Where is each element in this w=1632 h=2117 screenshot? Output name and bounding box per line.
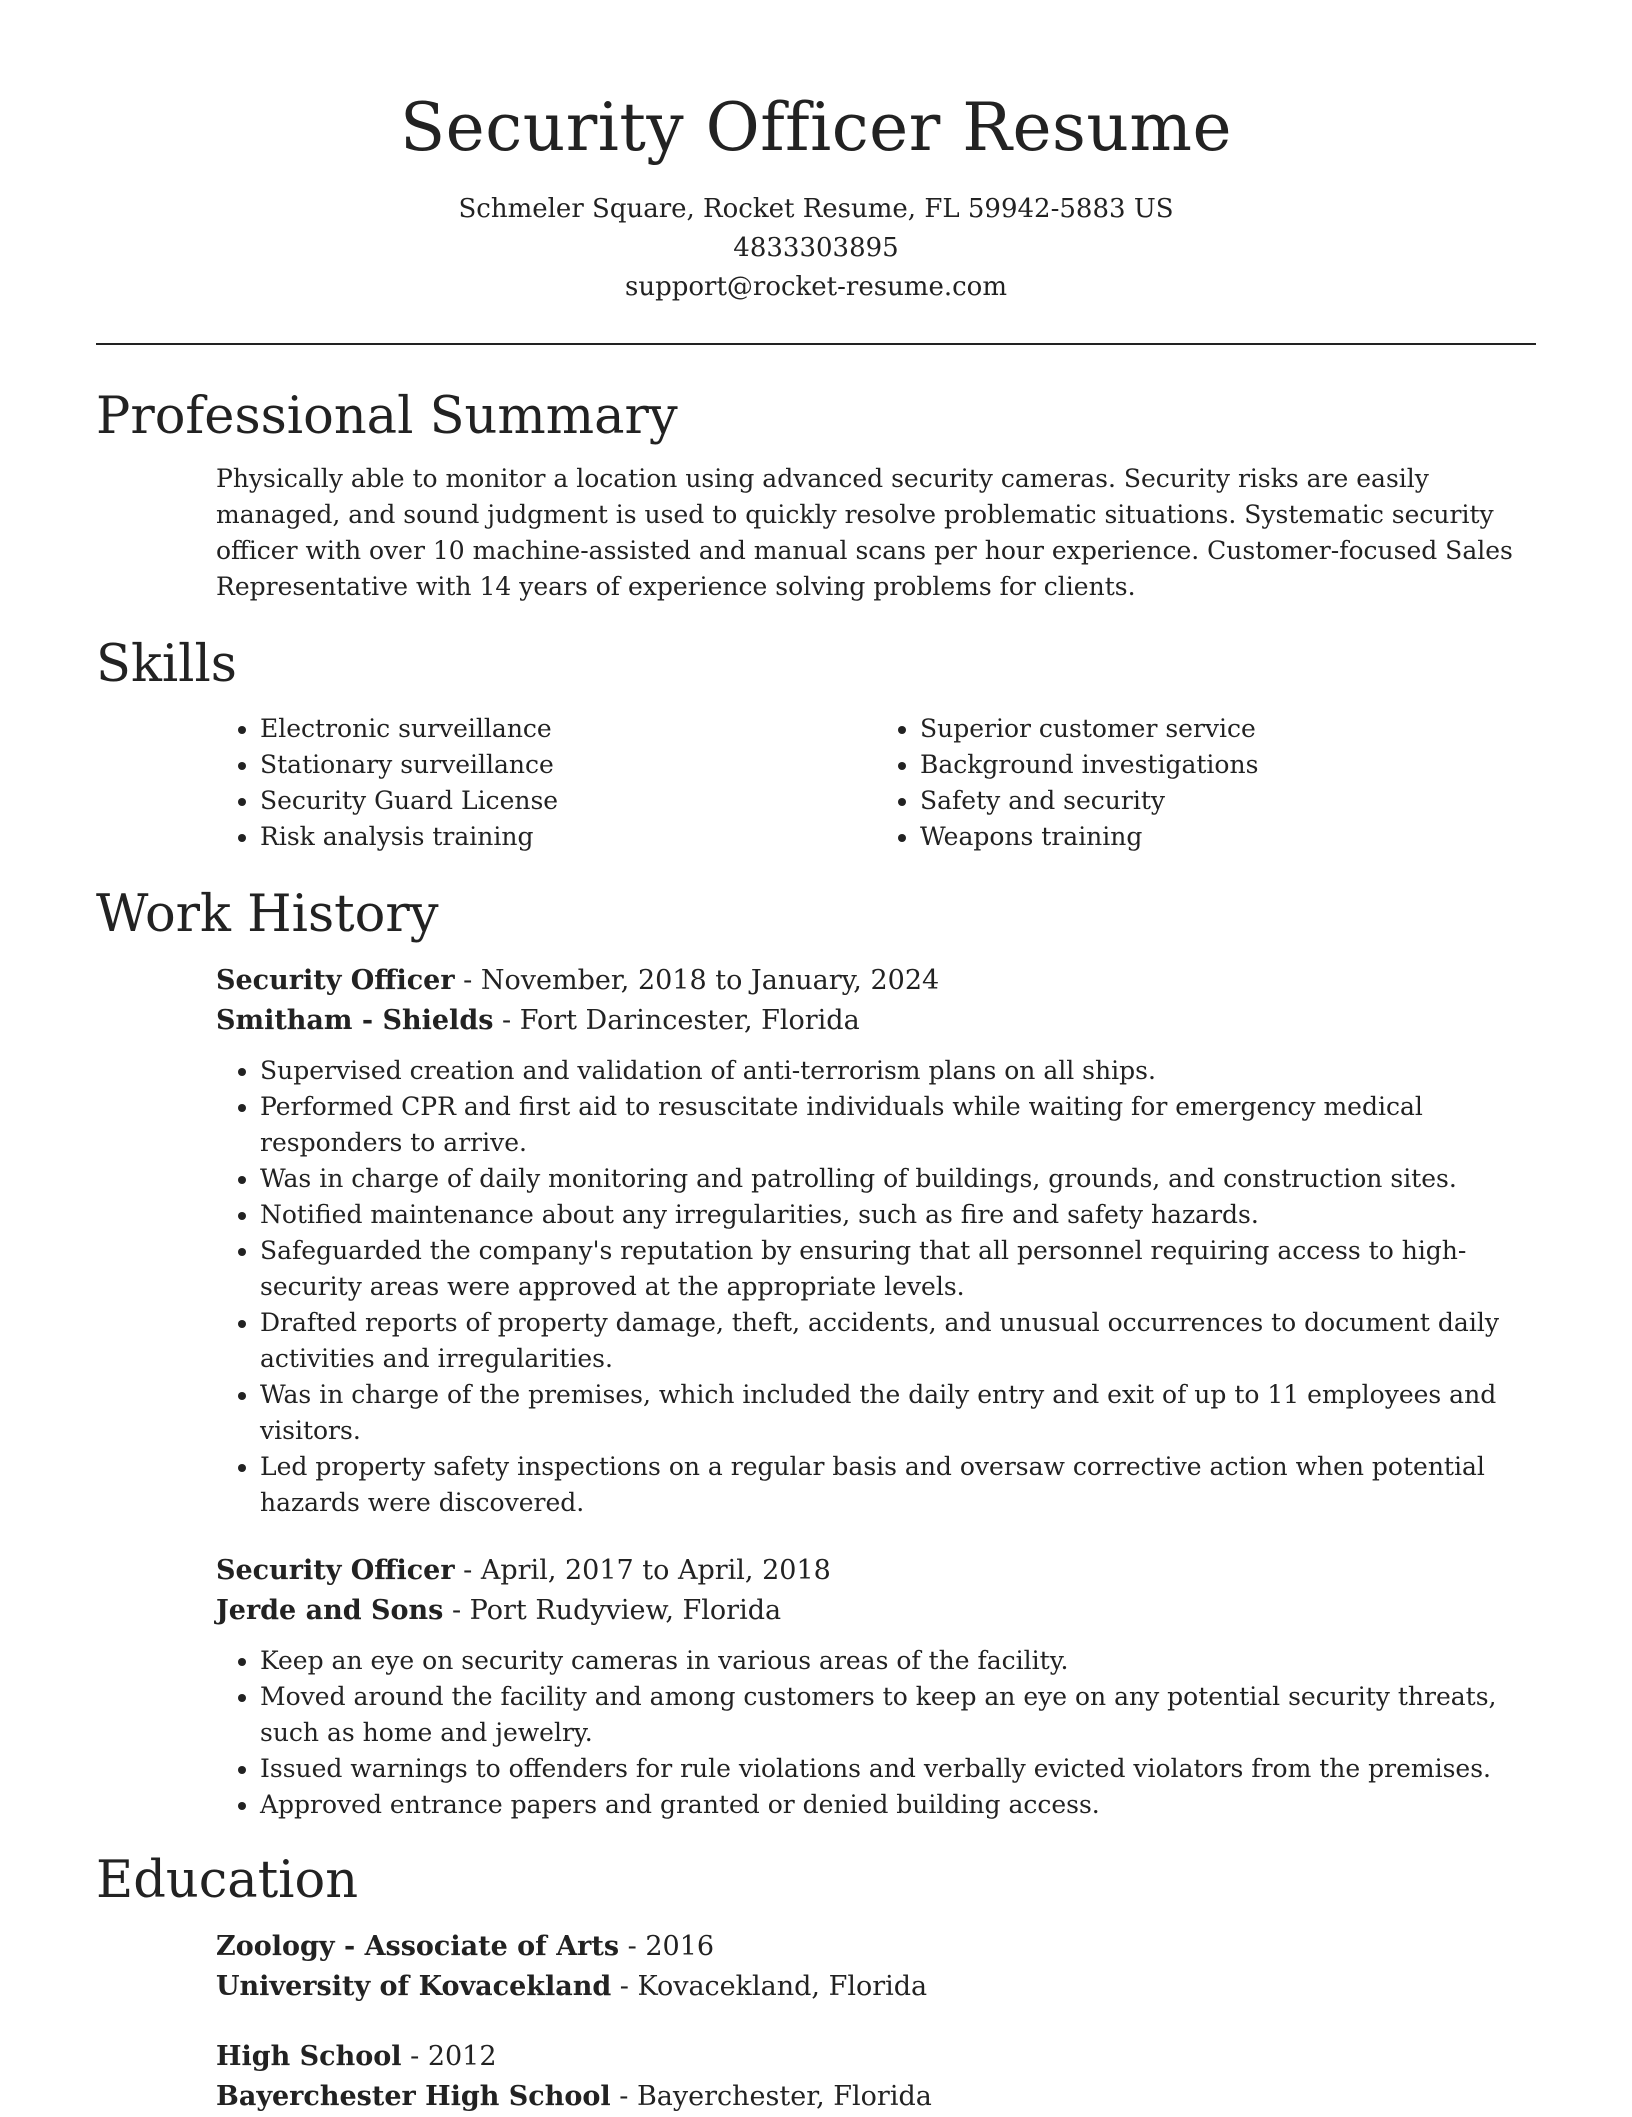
skills-list-right xyxy=(876,711,1536,855)
resume-title: Security Officer Resume xyxy=(399,89,1233,166)
summary-section xyxy=(96,385,1536,605)
education-year: - 2012 xyxy=(401,2041,497,2072)
skill-item: • Security Guard License xyxy=(260,783,876,819)
job-duty: • Performed CPR and first aid to resuscitate individuals while waiting for emergency medical responders to arrive. xyxy=(260,1089,1536,1161)
header-divider xyxy=(96,343,1536,345)
skills-grid xyxy=(216,711,1536,855)
skill-item: • Weapons training xyxy=(920,819,1536,855)
resume-header xyxy=(96,0,1536,307)
job-duty: • Approved entrance papers and granted or denied building access. xyxy=(260,1787,1536,1823)
job-duty: • Moved around the facility and among customers to keep an eye on any potential security threats, such as home and jewelry. xyxy=(260,1679,1536,1751)
job-duties-list xyxy=(216,1053,1536,1521)
education-degree: High School xyxy=(216,2041,402,2072)
job-location: - Port Rudyview, Florida xyxy=(443,1595,782,1626)
job-title: Security Officer xyxy=(216,1555,455,1586)
job-entry xyxy=(216,961,1536,1521)
work-history-heading: Work History xyxy=(96,885,439,944)
education-degree-line xyxy=(216,1927,1536,1967)
contact-email: support@rocket-resume.com xyxy=(624,272,1007,302)
skill-item: • Electronic surveillance xyxy=(260,711,876,747)
summary-heading: Professional Summary xyxy=(96,387,678,446)
job-title-line xyxy=(216,961,1536,1001)
skill-item: • Superior customer service xyxy=(920,711,1536,747)
skill-item: • Background investigations xyxy=(920,747,1536,783)
education-degree: Zoology - Associate of Arts xyxy=(216,1931,620,1962)
skill-item: • Stationary surveillance xyxy=(260,747,876,783)
skill-item: • Safety and security xyxy=(920,783,1536,819)
work-history-section xyxy=(96,883,1536,1823)
skills-list-left xyxy=(216,711,876,855)
job-title: Security Officer xyxy=(216,965,455,996)
job-company: Jerde and Sons xyxy=(216,1595,444,1626)
job-title-line xyxy=(216,1551,1536,1591)
education-year: - 2016 xyxy=(619,1931,715,1962)
contact-info xyxy=(96,190,1536,307)
job-duty: • Supervised creation and validation of anti-terrorism plans on all ships. xyxy=(260,1053,1536,1089)
job-duty: • Led property safety inspections on a regular basis and oversaw corrective action when potential hazards were discovered. xyxy=(260,1449,1536,1521)
job-duties-list xyxy=(216,1643,1536,1823)
job-duty: • Drafted reports of property damage, theft, accidents, and unusual occurrences to document daily activities and irregularities. xyxy=(260,1305,1536,1377)
education-school-line xyxy=(216,2077,1536,2117)
job-dates: - April, 2017 to April, 2018 xyxy=(454,1555,831,1586)
education-school: University of Kovacekland xyxy=(216,1971,612,2002)
education-entry xyxy=(216,1927,1536,2007)
education-section xyxy=(96,1849,1536,2117)
education-location: - Kovacekland, Florida xyxy=(611,1971,928,2002)
contact-phone: 4833303895 xyxy=(733,233,899,263)
contact-address: Schmeler Square, Rocket Resume, FL 59942-5883 US xyxy=(458,194,1174,224)
education-degree-line xyxy=(216,2037,1536,2077)
job-duty: • Notified maintenance about any irregularities, such as fire and safety hazards. xyxy=(260,1197,1536,1233)
skill-item: • Risk analysis training xyxy=(260,819,876,855)
job-location: - Fort Darincester, Florida xyxy=(493,1005,860,1036)
job-duty: • Was in charge of daily monitoring and patrolling of buildings, grounds, and construction sites. xyxy=(260,1161,1536,1197)
education-heading: Education xyxy=(96,1851,359,1910)
job-duty: • Was in charge of the premises, which included the daily entry and exit of up to 11 employees and visitors. xyxy=(260,1377,1536,1449)
job-company-line xyxy=(216,1001,1536,1041)
job-duty: • Keep an eye on security cameras in various areas of the facility. xyxy=(260,1643,1536,1679)
job-entry xyxy=(216,1551,1536,1823)
education-entry xyxy=(216,2037,1536,2117)
job-company: Smitham - Shields xyxy=(216,1005,494,1036)
summary-text: Physically able to monitor a location using advanced security cameras. Security risks are easily managed, and sound judgment is used to quickly resolve problematic situations. Systematic security officer with over 10 machine-assisted and manual scans per hour experience. Customer-focused Sales Representative with 14 years of experience solving problems for clients. xyxy=(216,464,1513,601)
education-location: - Bayerchester, Florida xyxy=(610,2081,932,2112)
job-company-line xyxy=(216,1591,1536,1631)
job-duty: • Safeguarded the company's reputation by ensuring that all personnel requiring access to high-security areas were approved at the appropriate levels. xyxy=(260,1233,1536,1305)
education-school: Bayerchester High School xyxy=(216,2081,611,2112)
resume-page xyxy=(96,0,1536,2117)
education-school-line xyxy=(216,1967,1536,2007)
job-dates: - November, 2018 to January, 2024 xyxy=(454,965,940,996)
job-duty: • Issued warnings to offenders for rule violations and verbally evicted violators from the premises. xyxy=(260,1751,1536,1787)
skills-heading: Skills xyxy=(96,635,237,694)
skills-section xyxy=(96,633,1536,855)
